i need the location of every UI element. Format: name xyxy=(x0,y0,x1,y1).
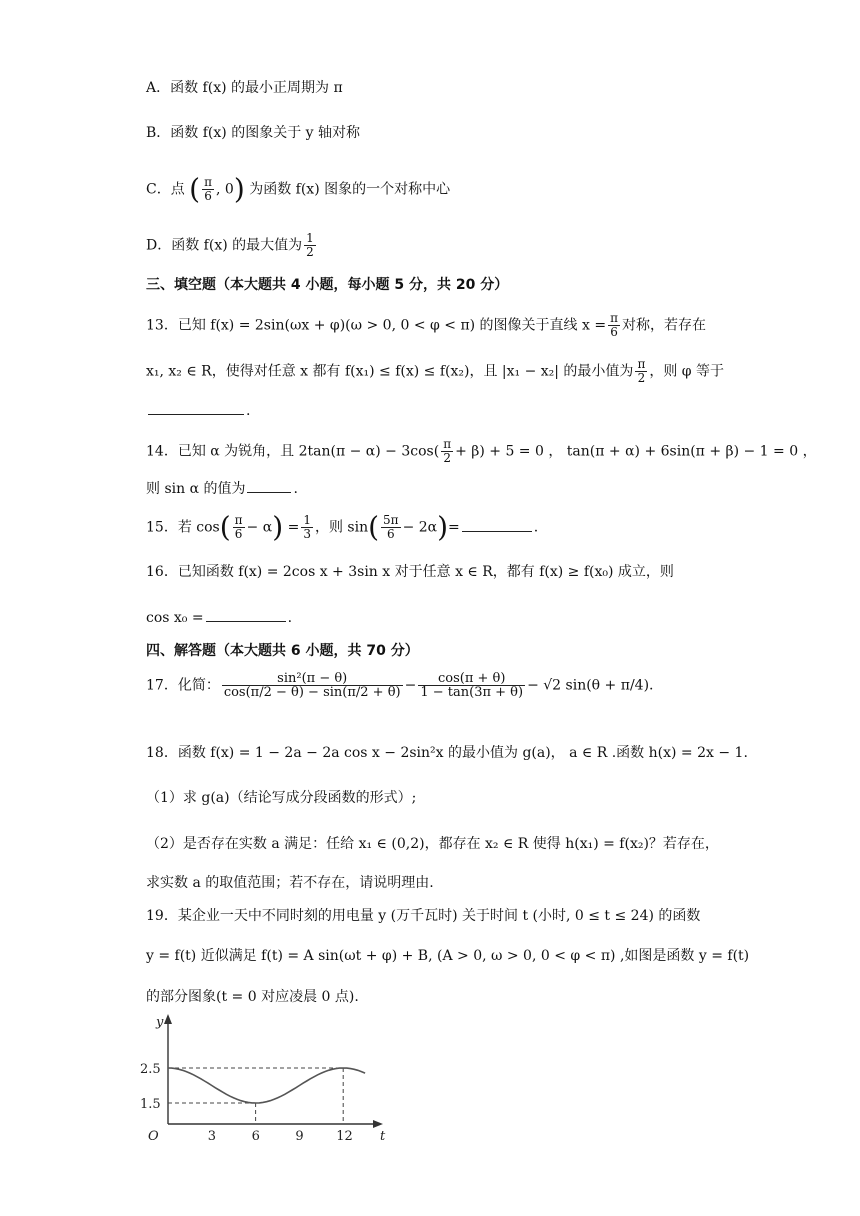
x-tick-label: 6 xyxy=(251,1129,260,1142)
option-a: A．函数 f(x) 的最小正周期为 π xyxy=(146,80,343,96)
q13-answer-blank[interactable] xyxy=(148,400,244,415)
option-d-label: D．函数 f(x) 的最大值为 xyxy=(146,237,303,254)
option-c-tail: , 0 xyxy=(216,181,234,198)
y-axis-label: y xyxy=(156,1015,164,1030)
q18-line-1: 18．函数 f(x) = 1 − 2a − 2a cos x − 2sin²x 的最小值为 g(a)， a ∈ R .函数 h(x) = 2x − 1. xyxy=(146,745,748,761)
q18-line-3: （2）是否存在实数 a 满足：任给 x₁ ∈ (0,2)，都存在 x₂ ∈ R 使得 h(x₁) = f(x₂)？若存在， xyxy=(146,836,719,852)
x-axis-arrow xyxy=(373,1120,383,1128)
section-4-heading: 四、解答题（本大题共 6 小题，共 70 分） xyxy=(146,643,419,659)
q15-line: 15．若 cos( $\frac{\pi}{6}$ − α) = $\frac{1}{3}$ ，则 sin( $\frac{5\pi}{6}$ − 2α)= . xyxy=(146,510,539,544)
q17-fraction-1: $\frac{\text{sin²(π − θ)}}{\cos(\pi/2 - \theta) - \sin(\pi/2 + \theta)}$ xyxy=(223,671,401,700)
x-tick-label: 3 xyxy=(207,1129,217,1142)
y-tick-label: 1.5 xyxy=(140,1097,161,1112)
q13-line-1: 13．已知 f(x) = 2sin(ωx + φ)(ω > 0, 0 < φ < π) 的图像关于直线 x = $\frac{\pi}{6}$ 对称，若存在 xyxy=(146,311,706,339)
option-c-label: C．点 xyxy=(146,181,185,198)
q16-line-2: cos x₀ = . xyxy=(146,607,292,628)
paren-right: ) xyxy=(233,172,245,206)
option-d xyxy=(146,232,318,259)
series-curve xyxy=(168,1068,365,1103)
q18-line-2: （1）求 g(a)（结论写成分段函数的形式）; xyxy=(146,790,417,806)
q17-fraction-2: $\frac{\cos(\pi + \theta)}{1 - \tan(3\pi + \theta)}$ xyxy=(420,671,524,700)
q19-line-1: 19．某企业一天中不同时刻的用电量 y (万千瓦时) 关于时间 t (小时, 0 ≤ t ≤ 24) 的函数 xyxy=(146,908,701,924)
x-tick-label: 9 xyxy=(295,1129,304,1142)
q19-line-3: 的部分图象(t = 0 对应凌晨 0 点). xyxy=(146,989,359,1005)
y-tick-label: 2.5 xyxy=(140,1062,161,1077)
q15-answer-blank[interactable] xyxy=(462,517,532,532)
q14-fraction: $\frac{\pi}{2}$ xyxy=(443,437,452,465)
q19-line-2: y = f(t) 近似满足 f(t) = A sin(ωt + φ) + B, (A > 0, ω > 0, 0 < φ < π) ,如图是函数 y = f(t) xyxy=(146,948,750,964)
q13-fraction-b: $\frac{\pi}{2}$ xyxy=(637,357,646,385)
q14-answer-blank[interactable] xyxy=(247,478,291,493)
option-c-fraction: $\frac{\pi}{6}$ xyxy=(204,175,212,203)
origin-label: O xyxy=(148,1129,159,1142)
q19-function-graph xyxy=(138,1012,398,1142)
paren-left: ( xyxy=(189,172,201,206)
option-d-fraction: $\frac{1}{2}$ xyxy=(306,231,314,259)
q18-line-4: 求实数 a 的取值范围；若不存在，请说明理由. xyxy=(146,875,434,891)
q13-fraction-a: $\frac{\pi}{6}$ xyxy=(610,311,618,339)
q14-line-2: 则 sin α 的值为 . xyxy=(146,478,298,499)
q13-line-2: x₁, x₂ ∈ R，使得对任意 x 都有 f(x₁) ≤ f(x) ≤ f(x₂)，且 |x₁ − x₂| 的最小值为 $\frac{\pi}{2}$ ，则 φ 等于 xyxy=(146,357,725,385)
option-b: B．函数 f(x) 的图象关于 y 轴对称 xyxy=(146,125,360,141)
q17-line: 17．化简： $\frac{\text{sin²(π − θ)}}{\cos(\pi/2 - \theta) - \sin(\pi/2 + \theta)}$ − $\frac{\cos(\pi + \theta)}{1 - \tan(3\pi + \theta)}$ − √2 sin(θ + π/4). xyxy=(146,671,654,700)
option-c xyxy=(146,172,451,206)
q15-fraction-a: $\frac{\pi}{6}$ xyxy=(234,513,243,541)
section-3-heading: 三、填空题（本大题共 4 小题，每小题 5 分，共 20 分） xyxy=(146,277,509,293)
q13-line-3: . xyxy=(146,400,250,421)
q16-line-1: 16．已知函数 f(x) = 2cos x + 3sin x 对于任意 x ∈ R，都有 f(x) ≥ f(x₀) 成立，则 xyxy=(146,564,674,580)
x-tick-label: 12 xyxy=(336,1129,353,1142)
q15-fraction-b: $\frac{1}{3}$ xyxy=(303,513,311,541)
y-axis-arrow xyxy=(164,1014,172,1024)
q16-answer-blank[interactable] xyxy=(206,607,286,622)
q14-line-1: 14．已知 α 为锐角，且 2tan(π − α) − 3cos( $\frac{\pi}{2}$ + β) + 5 = 0 ， tan(π + α) + 6sin(π + β) − 1 = 0 ， xyxy=(146,437,817,465)
q15-fraction-c: $\frac{5\pi}{6}$ xyxy=(383,513,399,541)
option-c-text: 为函数 f(x) 图象的一个对称中心 xyxy=(249,181,451,198)
x-axis-label: t xyxy=(380,1129,386,1142)
